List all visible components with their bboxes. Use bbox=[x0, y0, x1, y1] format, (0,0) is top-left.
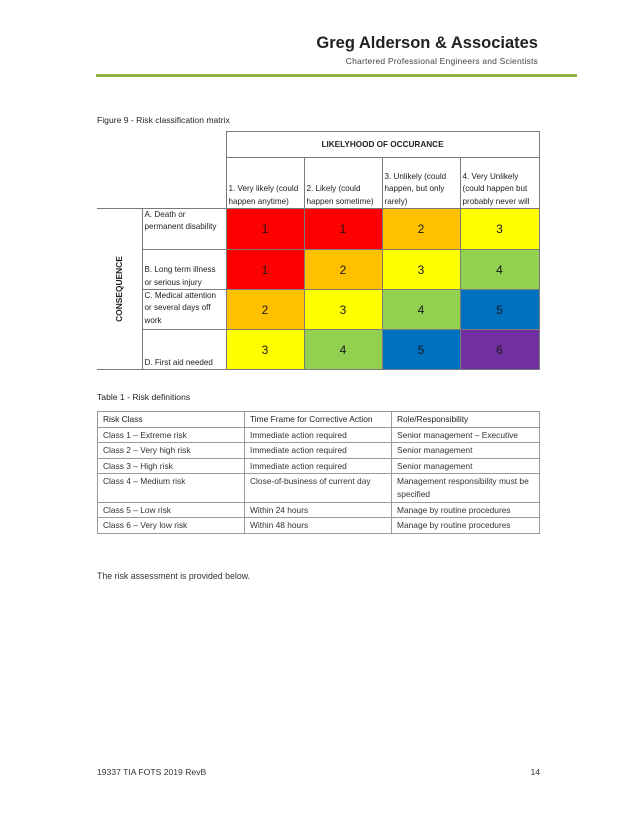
likelihood-heading: LIKELYHOOD OF OCCURANCE bbox=[226, 132, 539, 158]
table-cell: Immediate action required bbox=[245, 458, 392, 474]
table-row bbox=[98, 458, 540, 474]
risk-cell: 2 bbox=[226, 290, 304, 330]
header-risk-class: Risk Class bbox=[98, 412, 245, 428]
company-name: Greg Alderson & Associates bbox=[316, 34, 538, 52]
risk-cell: 1 bbox=[226, 209, 304, 250]
table-cell: Within 24 hours bbox=[245, 502, 392, 518]
table-row bbox=[98, 474, 540, 502]
risk-cell: 3 bbox=[460, 209, 539, 250]
table-caption: Table 1 - Risk definitions bbox=[97, 392, 191, 402]
table-row bbox=[98, 427, 540, 443]
table-cell: Class 2 – Very high risk bbox=[98, 443, 245, 459]
table-cell: Close-of-business of current day bbox=[245, 474, 392, 502]
footer-doc-id: 19337 TIA FOTS 2019 RevB bbox=[97, 767, 207, 777]
header-role: Role/Responsibility bbox=[392, 412, 540, 428]
header-time-frame: Time Frame for Corrective Action bbox=[245, 412, 392, 428]
risk-cell: 4 bbox=[304, 330, 382, 370]
consequence-row-c: C. Medical attention or several days off work bbox=[142, 290, 226, 330]
risk-cell: 3 bbox=[382, 250, 460, 290]
consequence-row-d: D. First aid needed bbox=[142, 330, 226, 370]
table-cell: Class 1 – Extreme risk bbox=[98, 427, 245, 443]
likelihood-column-2: 2. Likely (could happen sometime) bbox=[304, 158, 382, 209]
table-cell: Class 5 – Low risk bbox=[98, 502, 245, 518]
table-header-row bbox=[98, 412, 540, 428]
likelihood-column-3: 3. Unlikely (could happen, but only rarely) bbox=[382, 158, 460, 209]
table-cell: Senior management bbox=[392, 458, 540, 474]
table-cell: Senior management bbox=[392, 443, 540, 459]
risk-cell: 3 bbox=[226, 330, 304, 370]
risk-cell: 2 bbox=[304, 250, 382, 290]
table-cell: Class 3 – High risk bbox=[98, 458, 245, 474]
consequence-row-a: A. Death or permanent disability bbox=[142, 209, 226, 250]
risk-cell: 5 bbox=[382, 330, 460, 370]
table-cell: Manage by routine procedures bbox=[392, 502, 540, 518]
risk-cell: 4 bbox=[460, 250, 539, 290]
table-cell: Immediate action required bbox=[245, 427, 392, 443]
table-cell: Immediate action required bbox=[245, 443, 392, 459]
consequence-heading-cell bbox=[97, 209, 142, 370]
table-cell: Class 6 – Very low risk bbox=[98, 518, 245, 534]
likelihood-column-4: 4. Very Unlikely (could happen but probably never will bbox=[460, 158, 539, 209]
matrix-corner bbox=[97, 132, 142, 158]
consequence-row-b: B. Long term illness or serious injury bbox=[142, 250, 226, 290]
footer-page-number: 14 bbox=[530, 767, 540, 777]
table-cell: Management responsibility must be specified bbox=[392, 474, 540, 502]
risk-cell: 1 bbox=[304, 209, 382, 250]
risk-matrix bbox=[97, 131, 539, 370]
header-rule bbox=[96, 74, 577, 77]
table-cell: Class 4 – Medium risk bbox=[98, 474, 245, 502]
risk-cell: 6 bbox=[460, 330, 539, 370]
table-cell: Within 48 hours bbox=[245, 518, 392, 534]
company-tagline: Chartered Professional Engineers and Scientists bbox=[345, 56, 538, 66]
table-row bbox=[98, 502, 540, 518]
table-row bbox=[98, 443, 540, 459]
risk-cell: 1 bbox=[226, 250, 304, 290]
consequence-heading: CONSEQUENCE bbox=[114, 256, 125, 322]
risk-cell: 4 bbox=[382, 290, 460, 330]
likelihood-column-1: 1. Very likely (could happen anytime) bbox=[226, 158, 304, 209]
risk-definitions-table bbox=[97, 411, 539, 534]
body-paragraph: The risk assessment is provided below. bbox=[97, 571, 251, 581]
figure-caption: Figure 9 - Risk classification matrix bbox=[97, 115, 230, 125]
risk-cell: 5 bbox=[460, 290, 539, 330]
table-cell: Senior management – Executive bbox=[392, 427, 540, 443]
table-row bbox=[98, 518, 540, 534]
risk-cell: 2 bbox=[382, 209, 460, 250]
risk-cell: 3 bbox=[304, 290, 382, 330]
table-cell: Manage by routine procedures bbox=[392, 518, 540, 534]
